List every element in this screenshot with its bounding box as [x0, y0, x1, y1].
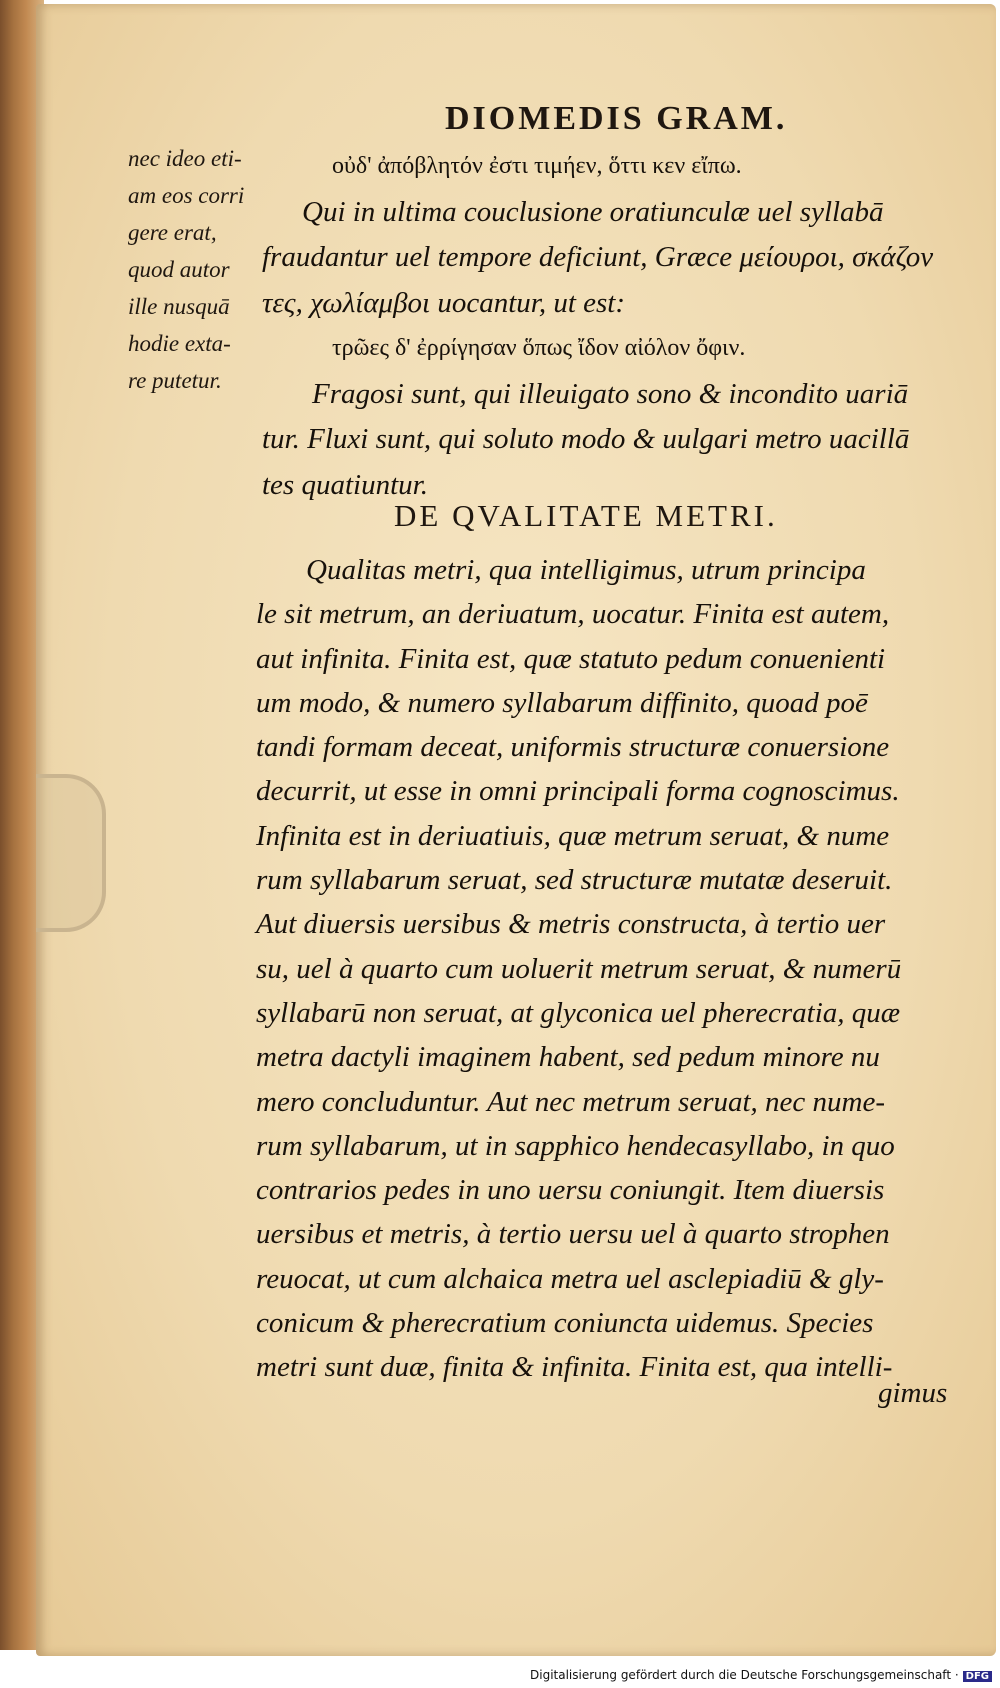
text-line: aut infinita. Finita est, quæ statuto pedum conuenienti	[256, 642, 886, 675]
text-line: uersibus et metris, à tertio uersu uel à quarto strophen	[256, 1218, 890, 1251]
text-line: Qualitas metri, qua intelligimus, utrum principa	[306, 554, 866, 586]
margin-line: gere erat,	[128, 220, 217, 245]
text-line: Infinita est in deriuatiuis, quæ metrum seruat, & nume	[256, 819, 890, 852]
text-line: tes quatiuntur.	[262, 468, 428, 501]
margin-line: hodie exta-	[128, 331, 231, 356]
text-line: fraudantur uel tempore deficiunt, Græce μείουροι, σκάζον	[262, 241, 934, 273]
margin-line: nec ideo eti-	[128, 146, 242, 171]
text-line: tandi formam deceat, uniformis structuræ conuersione	[256, 731, 890, 764]
main-text-block	[256, 548, 976, 1390]
margin-note	[128, 140, 278, 399]
running-header: DIOMEDIS GRAM.	[445, 100, 788, 137]
text-line: Qui in ultima couclusione oratiunculæ uel syllabā	[302, 195, 884, 228]
upper-text-block	[262, 144, 982, 508]
footer-text: Digitalisierung gefördert durch die Deutsche Forschungsgemeinschaft ·	[530, 1668, 959, 1682]
paper-clip	[36, 774, 106, 932]
text-line: conicum & pherecratium coniuncta uidemus. Species	[256, 1307, 874, 1340]
text-line: rum syllabarum, ut in sapphico hendecasyllabo, in quo	[256, 1129, 895, 1162]
section-heading: DE QVALITATE METRI.	[394, 498, 778, 533]
text-line: decurrit, ut esse in omni principali forma cognoscimus.	[256, 775, 900, 808]
margin-line: re putetur.	[128, 368, 222, 393]
text-line: reuocat, ut cum alchaica metra uel asclepiadiū & gly-	[256, 1262, 884, 1295]
text-line: tur. Fluxi sunt, qui soluto modo & uulgari metro uacillā	[262, 423, 910, 455]
margin-line: am eos corri	[128, 183, 245, 208]
text-line: τες, χωλίαμβοι uocantur, ut est:	[262, 286, 626, 319]
text-line: le sit metrum, an deriuatum, uocatur. Finita est autem,	[256, 598, 890, 631]
margin-line: quod autor	[128, 257, 230, 282]
text-line: rum syllabarum seruat, sed structuræ mutatæ deseruit.	[256, 864, 893, 897]
text-line: metra dactyli imaginem habent, sed pedum minore nu	[256, 1041, 880, 1074]
text-line: Fragosi sunt, qui illeuigato sono & incondito uariā	[312, 377, 909, 410]
catchword: gimus	[878, 1377, 948, 1409]
text-line: metri sunt duæ, finita & infinita. Finita est, qua intelli-	[256, 1351, 893, 1384]
greek-quotation: οὐδ' ἀπόβλητόν ἐστι τιμήεν, ὅττι κεν εἴπω.	[332, 153, 742, 179]
text-line: su, uel à quarto cum uoluerit metrum seruat, & numerū	[256, 952, 902, 985]
text-line: contrarios pedes in uno uersu coniungit. Item diuersis	[256, 1174, 885, 1207]
text-line: um modo, & numero syllabarum diffinito, quoad poē	[256, 686, 868, 719]
text-line: Aut diuersis uersibus & metris constructa, à tertio uer	[256, 908, 886, 941]
greek-quotation: τρῶες δ' ἐρρίγησαν ὅπως ἴδον αἰόλον ὄφιν.	[332, 335, 746, 361]
digitization-footer	[530, 1668, 992, 1682]
margin-line: ille nusquā	[128, 294, 230, 319]
dfg-logo: DFG	[963, 1671, 992, 1682]
text-line: mero concluduntur. Aut nec metrum seruat, nec nume-	[256, 1085, 886, 1118]
text-line: syllabarū non seruat, at glyconica uel pherecratia, quæ	[256, 996, 901, 1029]
